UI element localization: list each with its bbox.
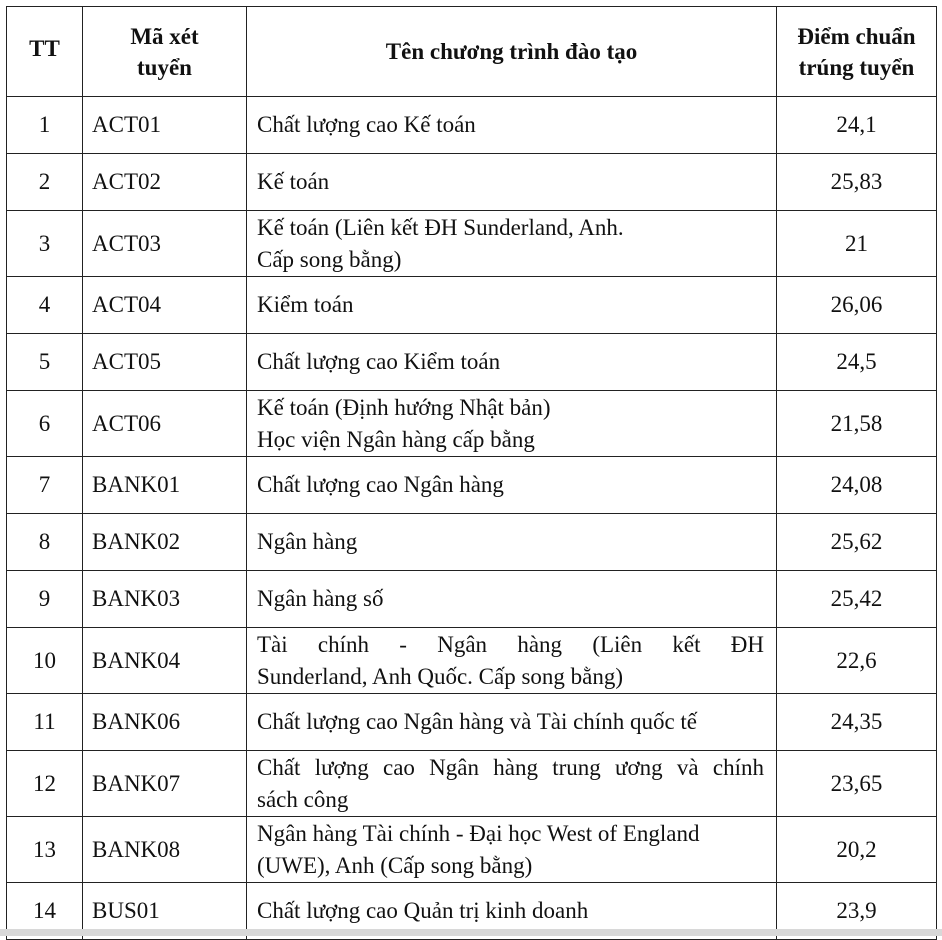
cell-score: 22,6 xyxy=(777,628,937,694)
cell-program-name xyxy=(247,391,777,457)
cell-code: BANK08 xyxy=(83,817,247,883)
table-row xyxy=(7,277,937,334)
cell-code: ACT01 xyxy=(83,97,247,154)
table-row xyxy=(7,628,937,694)
table-row xyxy=(7,154,937,211)
cell-tt: 2 xyxy=(7,154,83,211)
header-score xyxy=(777,7,937,97)
program-name-line-wrap xyxy=(257,629,764,661)
cell-tt: 14 xyxy=(7,883,83,940)
cell-score: 24,1 xyxy=(777,97,937,154)
header-code xyxy=(83,7,247,97)
cell-code: BUS01 xyxy=(83,883,247,940)
table-body xyxy=(7,97,937,940)
table-row xyxy=(7,391,937,457)
cell-score: 21 xyxy=(777,211,937,277)
cell-code: BANK03 xyxy=(83,571,247,628)
header-code-line2: tuyển xyxy=(137,54,192,80)
cell-tt: 1 xyxy=(7,97,83,154)
cell-code: ACT05 xyxy=(83,334,247,391)
cell-code: ACT04 xyxy=(83,277,247,334)
program-name-line: Chất lượng cao Ngân hàng trung ương và chính xyxy=(257,754,764,780)
cell-code: ACT06 xyxy=(83,391,247,457)
cell-tt: 12 xyxy=(7,751,83,817)
table-row xyxy=(7,571,937,628)
header-tt xyxy=(7,7,83,97)
program-name-line: Sunderland, Anh Quốc. Cấp song bằng) xyxy=(257,663,624,689)
header-program xyxy=(247,7,777,97)
program-name-line: Kế toán (Định hướng Nhật bản) xyxy=(257,394,551,420)
cell-score: 25,42 xyxy=(777,571,937,628)
cell-score: 25,62 xyxy=(777,514,937,571)
cell-score: 20,2 xyxy=(777,817,937,883)
cell-program-name xyxy=(247,628,777,694)
cell-program-name xyxy=(247,457,777,514)
cell-program-name xyxy=(247,334,777,391)
table-row xyxy=(7,817,937,883)
admission-score-table xyxy=(6,6,937,940)
program-name-line: Học viện Ngân hàng cấp bằng xyxy=(257,426,535,452)
program-name-line-wrap xyxy=(257,661,764,693)
table-row xyxy=(7,334,937,391)
cell-program-name xyxy=(247,97,777,154)
table-header-row xyxy=(7,7,937,97)
program-name-line: Cấp song bằng) xyxy=(257,246,402,272)
header-program-label: Tên chương trình đào tạo xyxy=(385,39,638,64)
cell-program-name xyxy=(247,694,777,751)
header-code-line1: Mã xét xyxy=(130,23,199,49)
table-row xyxy=(7,457,937,514)
cell-tt: 3 xyxy=(7,211,83,277)
cell-score: 23,9 xyxy=(777,883,937,940)
program-name-line: Ngân hàng Tài chính - Đại học West of England xyxy=(257,820,700,846)
cell-tt: 11 xyxy=(7,694,83,751)
program-name-line: Chất lượng cao Ngân hàng xyxy=(257,472,504,497)
cell-score: 21,58 xyxy=(777,391,937,457)
cell-score: 24,5 xyxy=(777,334,937,391)
program-name-line: Tài chính - Ngân hàng (Liên kết ĐH xyxy=(257,631,764,657)
table-row xyxy=(7,751,937,817)
cell-code: ACT02 xyxy=(83,154,247,211)
program-name-line: Kế toán xyxy=(257,169,330,194)
program-name-line: Chất lượng cao Kiểm toán xyxy=(257,349,501,374)
header-tt-label: TT xyxy=(29,36,60,61)
cell-program-name xyxy=(247,751,777,817)
table-row xyxy=(7,694,937,751)
program-name-line: Chất lượng cao Quản trị kinh doanh xyxy=(257,898,589,923)
cell-program-name xyxy=(247,514,777,571)
program-name-line: Ngân hàng số xyxy=(257,586,384,611)
cell-code: BANK02 xyxy=(83,514,247,571)
cell-code: BANK06 xyxy=(83,694,247,751)
table-row xyxy=(7,514,937,571)
cell-program-name xyxy=(247,211,777,277)
header-score-line1: Điểm chuẩn xyxy=(797,23,916,49)
cell-tt: 6 xyxy=(7,391,83,457)
bottom-edge-strip xyxy=(0,929,942,936)
program-name-line: sách công xyxy=(257,786,349,812)
cell-program-name xyxy=(247,154,777,211)
cell-code: ACT03 xyxy=(83,211,247,277)
cell-score: 23,65 xyxy=(777,751,937,817)
cell-code: BANK07 xyxy=(83,751,247,817)
program-name-line-wrap xyxy=(257,784,764,816)
cell-score: 26,06 xyxy=(777,277,937,334)
cell-tt: 7 xyxy=(7,457,83,514)
header-score-line2: trúng tuyển xyxy=(798,54,915,80)
program-name-line: Kế toán (Liên kết ĐH Sunderland, Anh. xyxy=(257,214,624,240)
cell-tt: 9 xyxy=(7,571,83,628)
cell-tt: 13 xyxy=(7,817,83,883)
cell-program-name xyxy=(247,571,777,628)
cell-program-name xyxy=(247,277,777,334)
cell-code: BANK01 xyxy=(83,457,247,514)
cell-score: 25,83 xyxy=(777,154,937,211)
cell-tt: 10 xyxy=(7,628,83,694)
program-name-line: (UWE), Anh (Cấp song bằng) xyxy=(257,852,533,878)
program-name-line-wrap xyxy=(257,752,764,784)
program-name-line: Ngân hàng xyxy=(257,529,358,554)
table-row xyxy=(7,97,937,154)
cell-code: BANK04 xyxy=(83,628,247,694)
cell-score: 24,35 xyxy=(777,694,937,751)
cell-tt: 5 xyxy=(7,334,83,391)
program-name-line: Kiểm toán xyxy=(257,292,354,317)
cell-tt: 8 xyxy=(7,514,83,571)
program-name-line: Chất lượng cao Ngân hàng và Tài chính quốc tế xyxy=(257,709,697,734)
cell-tt: 4 xyxy=(7,277,83,334)
table-row xyxy=(7,211,937,277)
cell-program-name xyxy=(247,817,777,883)
cell-score: 24,08 xyxy=(777,457,937,514)
program-name-line: Chất lượng cao Kế toán xyxy=(257,112,476,137)
